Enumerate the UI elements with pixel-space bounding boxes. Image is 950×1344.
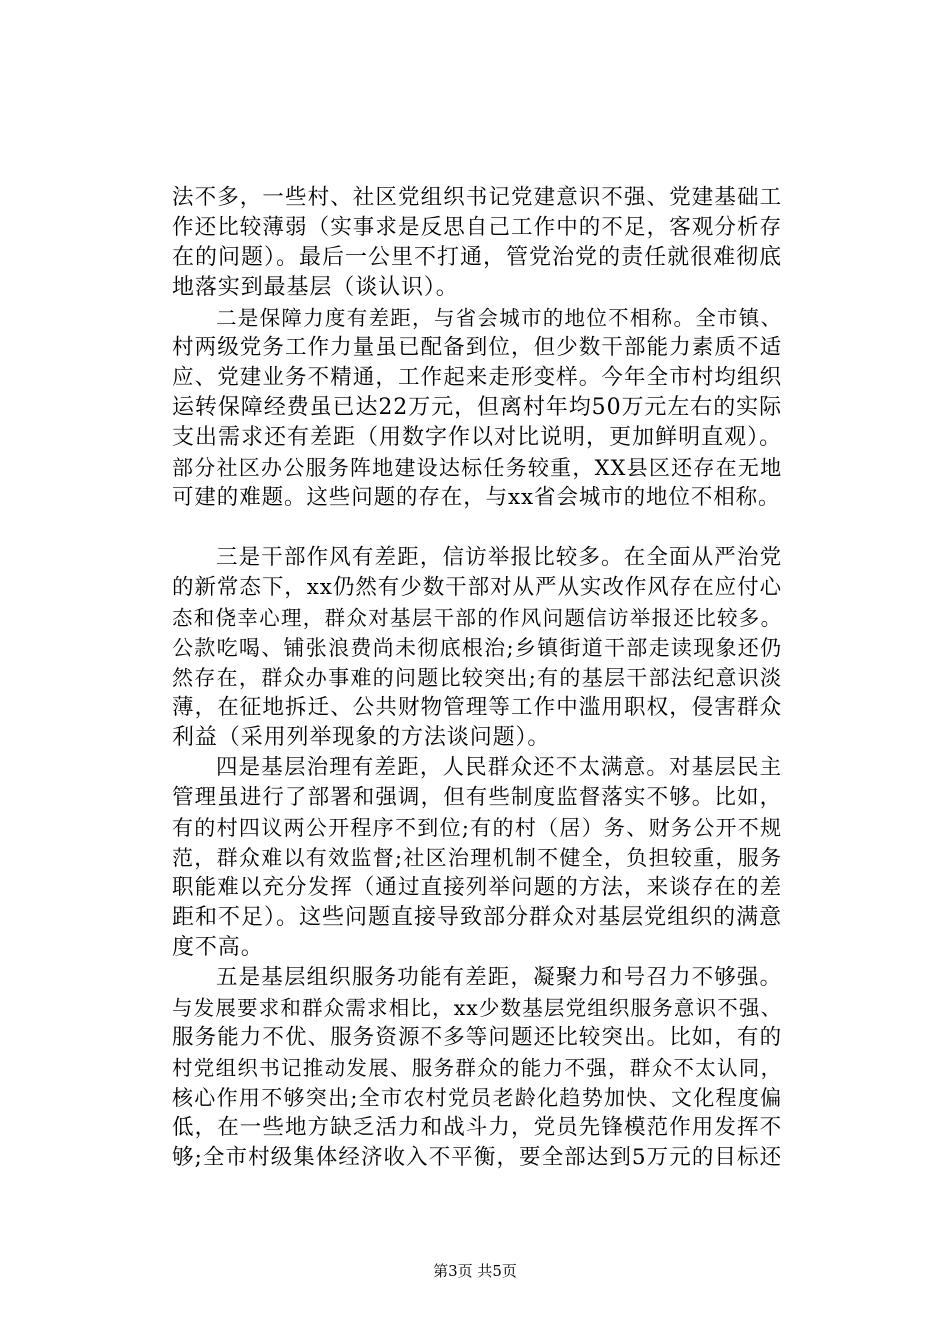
text-line: 态和侥幸心理，群众对基层干部的作风问题信访举报还比较多。: [172, 606, 782, 630]
text-line: 够;全市村级集体经济收入不平衡，要全部达到5万元的目标还: [172, 1145, 782, 1170]
text-line: 薄，在征地拆迁、公共财物管理等工作中滥用职权，侵害群众: [172, 695, 782, 720]
text-line: 的新常态下，xx仍然有少数干部对从严从实改作风存在应付心: [172, 575, 782, 600]
text-line: 职能难以充分发挥（通过直接列举问题的方法，来谈存在的差: [172, 875, 782, 900]
text-line: 部分社区办公服务阵地建设达标任务较重，XX县区还存在无地: [172, 456, 782, 480]
paragraph-1: [172, 183, 782, 303]
text-line: 五是基层组织服务功能有差距，凝聚力和号召力不够强。: [216, 965, 782, 990]
text-line: 法不多，一些村、社区党组织书记党建意识不强、党建基础工: [172, 185, 782, 210]
text-line: 地落实到最基层（谈认识）。: [172, 275, 459, 300]
text-line: 可建的难题。这些问题的存在，与xx省会城市的地位不相称。: [172, 485, 781, 510]
text-line: 在的问题）。最后一公里不打通，管党治党的责任就很难彻底: [172, 245, 782, 270]
text-line: 村两级党务工作力量虽已配备到位，但少数干部能力素质不适: [172, 335, 782, 360]
text-line: 四是基层治理有差距，人民群众还不太满意。对基层民主: [216, 755, 782, 780]
paragraph-5: [172, 963, 782, 1173]
text-line: 作还比较薄弱（实事求是反思自己工作中的不足，客观分析存: [172, 215, 782, 240]
text-line: 三是干部作风有差距，信访举报比较多。在全面从严治党: [216, 545, 782, 570]
page-number-footer: 第3页 共5页: [433, 1262, 517, 1280]
text-line: 利益（采用列举现象的方法谈问题）。: [172, 725, 551, 750]
text-line: 然存在，群众办事难的问题比较突出;有的基层干部法纪意识淡: [172, 666, 782, 690]
document-body: [172, 183, 782, 1173]
text-line: 公款吃喝、铺张浪费尚未彻底根治;乡镇街道干部走读现象还仍: [172, 636, 782, 660]
paragraph-spacer: [172, 513, 782, 543]
text-line: 核心作用不够突出;全市农村党员老龄化趋势加快、文化程度偏: [172, 1086, 782, 1110]
text-line: 管理虽进行了部署和强调，但有些制度监督落实不够。比如，: [172, 785, 782, 810]
text-line: 有的村四议两公开程序不到位;有的村（居）务、财务公开不规: [172, 816, 782, 840]
text-line: 度不高。: [172, 935, 264, 960]
text-line: 与发展要求和群众需求相比，xx少数基层党组织服务意识不强、: [172, 996, 782, 1020]
text-line: 服务能力不优、服务资源不多等问题还比较突出。比如，有的: [172, 1025, 782, 1050]
text-line: 距和不足）。这些问题直接导致部分群众对基层党组织的满意: [172, 905, 782, 930]
paragraph-3: [172, 543, 782, 753]
text-line: 二是保障力度有差距，与省会城市的地位不相称。全市镇、: [216, 306, 782, 330]
paragraph-2: [172, 303, 782, 513]
text-line: 支出需求还有差距（用数字作以对比说明，更加鲜明直观）。: [172, 425, 782, 450]
paragraph-4: [172, 753, 782, 963]
text-line: 应、党建业务不精通，工作起来走形变样。今年全市村均组织: [172, 365, 782, 390]
text-line: 范，群众难以有效监督;社区治理机制不健全，负担较重，服务: [172, 846, 782, 870]
text-line: 低，在一些地方缺乏活力和战斗力，党员先锋模范作用发挥不: [172, 1115, 782, 1140]
text-line: 运转保障经费虽已达22万元，但离村年均50万元左右的实际: [172, 395, 782, 420]
text-line: 村党组织书记推动发展、服务群众的能力不强，群众不太认同，: [172, 1056, 782, 1080]
